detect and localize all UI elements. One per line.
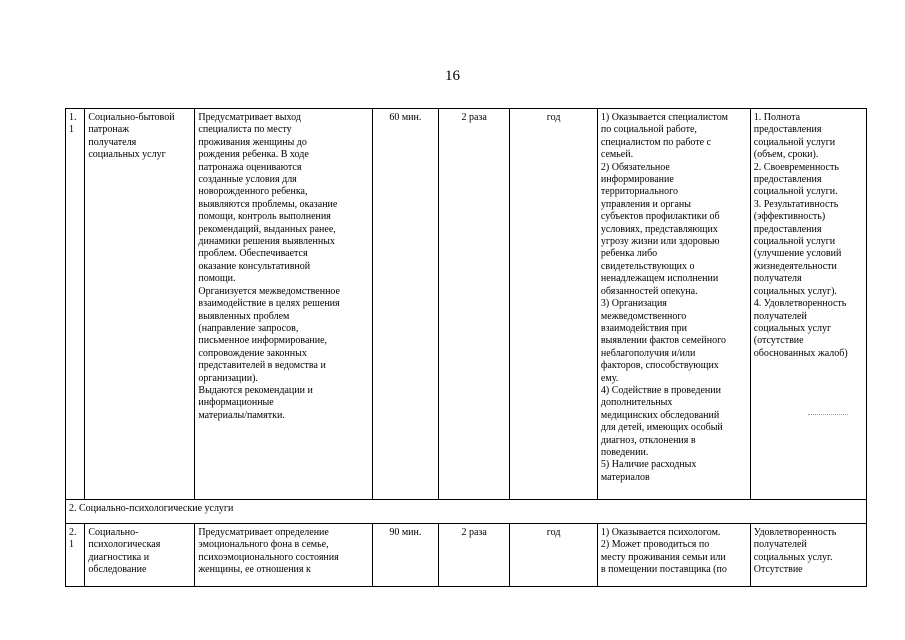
- text-line: ему.: [600, 372, 619, 384]
- service-name: [85, 109, 195, 500]
- text-line: получателя: [88, 136, 137, 148]
- text-line: Социально-бытовой: [88, 112, 175, 123]
- service-description: [195, 109, 372, 500]
- text-line: 2) Может проводиться по: [600, 539, 710, 551]
- text-line: 3) Организация: [600, 298, 667, 310]
- text-line: новорожденного ребенка,: [198, 186, 308, 198]
- text-line: 5) Наличие расходных: [600, 459, 697, 471]
- scan-mark: [808, 414, 848, 419]
- text-line: специалистом по работе с: [600, 136, 712, 148]
- text-line: помощи.: [198, 273, 236, 285]
- page-number: 16: [445, 68, 460, 84]
- text-line: обоснованных жалоб): [753, 347, 848, 359]
- service-frequency: 2 раза: [438, 109, 509, 500]
- text-line: Предусматривает выход: [198, 112, 301, 123]
- text-line: социальной услуги.: [753, 186, 838, 198]
- service-conditions: [597, 109, 750, 500]
- text-line: рекомендаций, выданных ранее,: [198, 223, 336, 235]
- text-line: субъектов профилактики об: [600, 211, 720, 223]
- row-number: 2.1: [66, 524, 85, 587]
- text-line: 2) Обязательное: [600, 161, 670, 173]
- text-line: факторов, способствующих: [600, 360, 719, 372]
- text-line: ребенка либо: [600, 248, 658, 260]
- text-line: 4. Удовлетворенность: [753, 298, 847, 310]
- text-line: материалов: [600, 471, 650, 483]
- text-line: семьей.: [600, 149, 634, 161]
- text-line: предоставления: [753, 223, 822, 235]
- text-line: социальных услуг).: [753, 285, 837, 297]
- text-line: информирование: [600, 174, 674, 186]
- text-line: выявлении фактов семейного: [600, 335, 726, 347]
- text-line: специалиста по месту: [198, 124, 292, 136]
- text-line: патронаж: [88, 124, 130, 136]
- text-line: свидетельствующих о: [600, 260, 695, 272]
- text-line: организации).: [198, 372, 258, 384]
- section-heading: 2. Социально-психологические услуги: [66, 500, 867, 524]
- text-line: 3. Результативность: [753, 198, 839, 210]
- text-line: социальных услуг: [88, 149, 166, 161]
- table-row: [66, 109, 867, 500]
- text-line: психологическая: [88, 539, 161, 551]
- service-description: [195, 524, 372, 587]
- text-line: территориального: [600, 186, 678, 198]
- text-line: Социально-: [88, 527, 139, 538]
- text-line: по социальной работе,: [600, 124, 697, 136]
- text-line: помощи, контроль выполнения: [198, 211, 331, 223]
- text-line: Отсутствие: [753, 564, 803, 576]
- text-line: психоэмоционального состояния: [198, 551, 339, 563]
- text-line: патронажа оцениваются: [198, 161, 302, 173]
- text-line: социальной услуги: [753, 136, 836, 148]
- text-line: получателя: [753, 273, 802, 285]
- text-line: представителей в ведомства и: [198, 360, 326, 372]
- row-number: 1.1: [66, 109, 85, 500]
- text-line: взаимодействия при: [600, 322, 687, 334]
- text-line: Предусматривает определение: [198, 527, 329, 538]
- text-line: получателей: [753, 539, 807, 551]
- text-line: (эффективность): [753, 211, 826, 223]
- text-line: женщины, ее отношения к: [198, 564, 311, 576]
- text-line: динамики решения выявленных: [198, 236, 335, 248]
- text-line: месту проживания семьи или: [600, 551, 726, 563]
- service-duration: 90 мин.: [372, 524, 438, 587]
- text-line: эмоционального фона в семье,: [198, 539, 329, 551]
- services-table: [65, 108, 867, 587]
- table-row: [66, 524, 867, 587]
- text-line: для детей, имеющих особый: [600, 422, 723, 434]
- text-line: Выдаются рекомендации и: [198, 384, 313, 396]
- text-line: рождения ребенка. В ходе: [198, 149, 309, 161]
- text-line: медицинских обследований: [600, 409, 720, 421]
- text-line: социальных услуг: [753, 322, 832, 334]
- text-line: дополнительных: [600, 397, 673, 409]
- text-line: управления и органы: [600, 198, 691, 210]
- service-evaluation: [750, 109, 866, 500]
- text-line: социальной услуги: [753, 236, 836, 248]
- text-line: угрозу жизни или здоровью: [600, 236, 720, 248]
- text-line: межведомственного: [600, 310, 687, 322]
- text-line: (направление запросов,: [198, 322, 299, 334]
- text-line: диагностика и: [88, 551, 150, 563]
- section-row: [66, 500, 867, 524]
- text-line: неблагополучия и/или: [600, 347, 696, 359]
- text-line: получателей: [753, 310, 807, 322]
- text-line: письменное информирование,: [198, 335, 328, 347]
- text-line: материалы/памятки.: [198, 409, 285, 421]
- text-line: 1) Оказывается психологом.: [600, 527, 721, 538]
- text-line: 1. Полнота: [753, 112, 801, 123]
- text-line: в помещении поставщика (по: [600, 564, 727, 576]
- text-line: сопровождение законных: [198, 347, 307, 359]
- text-line: проживания женщины до: [198, 136, 307, 148]
- text-line: условиях, представляющих: [600, 223, 718, 235]
- text-line: выявляются проблемы, оказание: [198, 198, 338, 210]
- text-line: Организуется межведомственное: [198, 285, 340, 297]
- service-evaluation: [750, 524, 866, 587]
- service-conditions: [597, 524, 750, 587]
- text-line: (объем, сроки).: [753, 149, 819, 161]
- service-duration: 60 мин.: [372, 109, 438, 500]
- text-line: поведении.: [600, 446, 649, 458]
- text-line: диагноз, отклонения в: [600, 434, 696, 446]
- text-line: информационные: [198, 397, 274, 409]
- text-line: обследование: [88, 564, 147, 576]
- text-line: (улучшение условий: [753, 248, 842, 260]
- text-line: ненадлежащем исполнении: [600, 273, 719, 285]
- text-line: 2. Своевременность: [753, 161, 839, 173]
- text-line: обязанностей опекуна.: [600, 285, 698, 297]
- text-line: 4) Содействие в проведении: [600, 384, 721, 396]
- text-line: Удовлетворенность: [753, 527, 837, 538]
- text-line: проблем. Обеспечивается: [198, 248, 308, 260]
- service-period: год: [510, 524, 598, 587]
- text-line: выявленных проблем: [198, 310, 290, 322]
- text-line: социальных услуг.: [753, 551, 833, 563]
- text-line: предоставления: [753, 174, 822, 186]
- service-frequency: 2 раза: [438, 524, 509, 587]
- text-line: (отсутствие: [753, 335, 804, 347]
- text-line: жизнедеятельности: [753, 260, 837, 272]
- service-name: [85, 524, 195, 587]
- service-period: год: [510, 109, 598, 500]
- text-line: предоставления: [753, 124, 822, 136]
- text-line: созданные условия для: [198, 174, 297, 186]
- text-line: оказание консультативной: [198, 260, 311, 272]
- text-line: 1) Оказывается специалистом: [600, 112, 728, 123]
- text-line: взаимодействие в целях решения: [198, 298, 340, 310]
